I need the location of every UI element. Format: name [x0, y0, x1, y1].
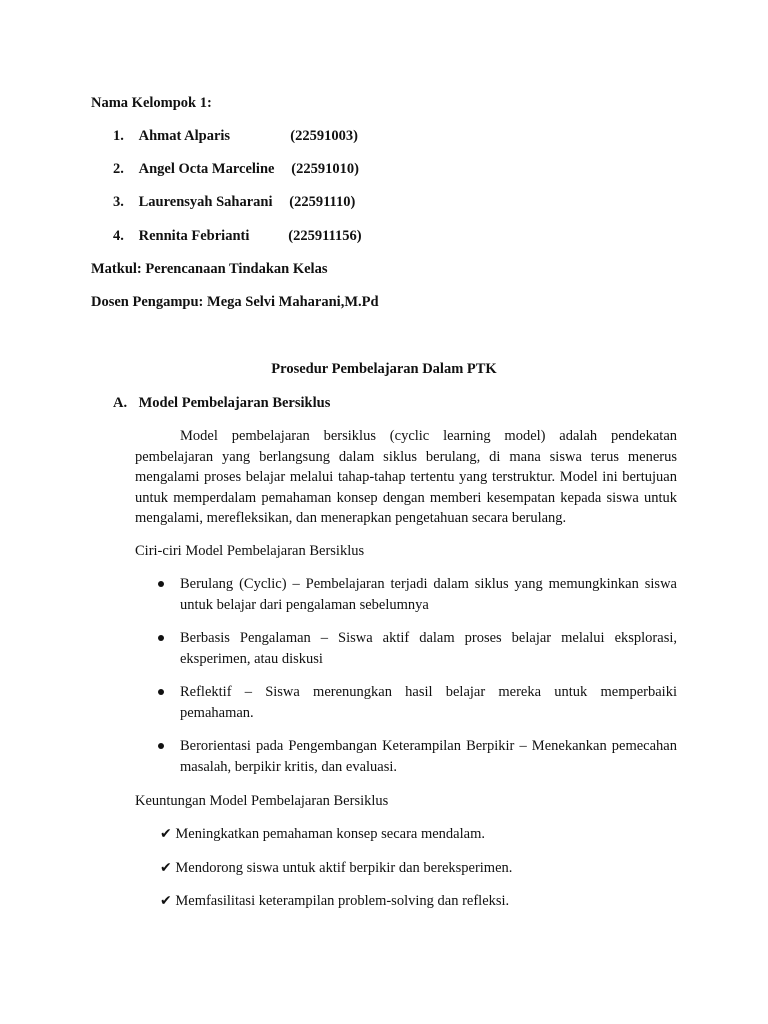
member-item — [113, 126, 358, 146]
characteristics-label: Ciri-ciri Model Pembelajaran Bersiklus — [135, 543, 365, 559]
group-label: Nama Kelompok 1: — [91, 95, 212, 111]
member-number: 2. — [113, 161, 124, 177]
member-id: (22591003) — [290, 128, 358, 144]
list-item-text: Berulang (Cyclic) – Pembelajaran terjadi dalam siklus yang memungkinkan siswa untuk belajar dari pengalaman sebelumnya — [180, 576, 677, 613]
course-line: Matkul: Perencanaan Tindakan Kelas — [91, 261, 328, 277]
bullet-icon — [158, 581, 164, 587]
list-item-text: Berorientasi pada Pengembangan Keterampilan Berpikir – Menekankan pemecahan masalah, berpikir kritis, dan evaluasi. — [180, 738, 677, 775]
list-item-text: Mendorong siswa untuk aktif berpikir dan bereksperimen. — [175, 860, 513, 876]
section-title: Model Pembelajaran Bersiklus — [138, 395, 331, 411]
member-name: Laurensyah Saharani — [138, 194, 273, 210]
bullet-icon — [158, 689, 164, 695]
list-item-text: Berbasis Pengalaman – Siswa aktif dalam proses belajar melalui eksplorasi, eksperimen, atau diskusi — [180, 630, 677, 667]
list-item — [160, 858, 512, 878]
list-item-text: Memfasilitasi keterampilan problem-solving dan refleksi. — [175, 893, 510, 909]
section-marker: A. — [113, 395, 128, 411]
member-number: 3. — [113, 194, 124, 210]
lecturer-line: Dosen Pengampu: Mega Selvi Maharani,M.Pd — [91, 294, 379, 310]
check-icon: ✔ — [160, 893, 172, 909]
list-item — [160, 824, 485, 844]
member-number: 1. — [113, 128, 124, 144]
member-id: (225911156) — [288, 228, 362, 244]
benefits-label: Keuntungan Model Pembelajaran Bersiklus — [135, 793, 389, 809]
member-id: (22591110) — [289, 194, 356, 210]
member-name: Angel Octa Marceline — [138, 161, 275, 177]
member-name: Rennita Febrianti — [138, 228, 250, 244]
check-icon: ✔ — [160, 860, 172, 876]
bullet-icon — [158, 743, 164, 749]
check-icon: ✔ — [160, 826, 172, 842]
member-name: Ahmat Alparis — [138, 128, 231, 144]
intro-paragraph: Model pembelajaran bersiklus (cyclic learning model) adalah pendekatan pembelajaran yang berlangsung dalam siklus berulang, di mana siswa terus menerus mengalami proses belajar melalui tahap-tahap tertentu yang terstruktur. Model ini bertujuan untuk memperdalam pemahaman konsep dengan memberi kesempatan kepada siswa untuk mengalami, merefleksikan, dan menerapkan pengetahuan secara berulang. — [135, 428, 677, 527]
member-item — [113, 159, 359, 179]
section-heading — [113, 393, 330, 413]
member-item — [113, 226, 362, 246]
bullet-icon — [158, 635, 164, 641]
list-item-text: Reflektif – Siswa merenungkan hasil belajar mereka untuk memperbaiki pemahaman. — [180, 684, 677, 721]
member-item — [113, 192, 355, 212]
list-item-text: Meningkatkan pemahaman konsep secara mendalam. — [175, 826, 485, 842]
member-number: 4. — [113, 228, 124, 244]
page-title: Prosedur Pembelajaran Dalam PTK — [271, 361, 497, 377]
list-item — [160, 891, 509, 911]
member-id: (22591010) — [291, 161, 359, 177]
